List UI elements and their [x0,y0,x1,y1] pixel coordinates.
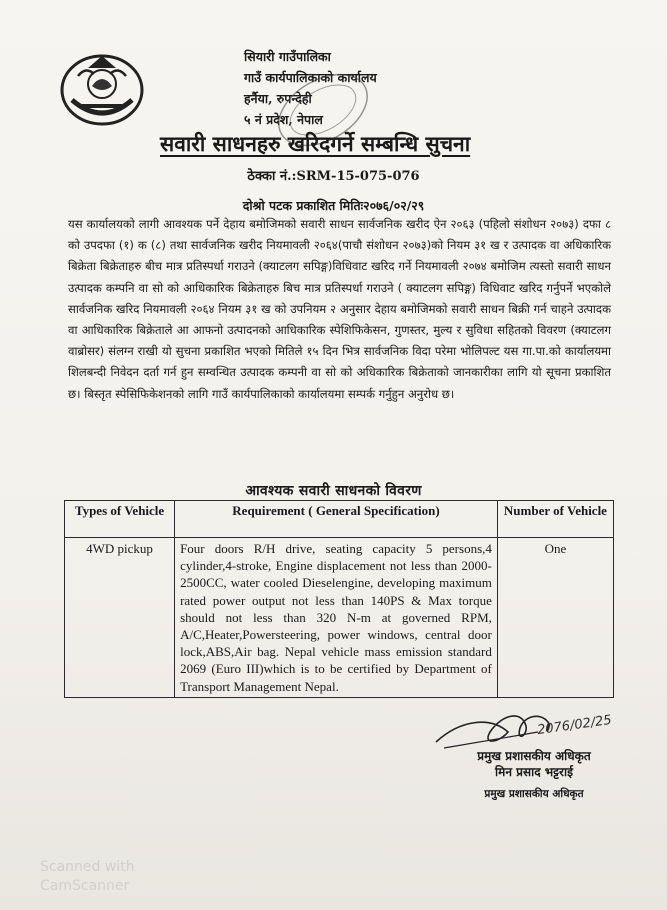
signature-date: 2076/02/25 [536,712,613,739]
table-header-row [65,501,614,538]
header-requirement: Requirement ( General Specification) [175,501,498,538]
header-line: ५ नं प्रदेश, नेपाल [244,112,323,127]
signatory-name: मिन प्रसाद भट्टराई [495,765,573,779]
section-heading: आवश्यक सवारी साधनको विवरण [245,483,422,499]
published-date: दोश्रो पटक प्रकाशित मितिः२०७६/०२/२९ [242,198,425,213]
signatory-block [444,748,624,802]
scanner-watermark [40,858,135,896]
contract-number: ठेक्का नं.:SRM-15-075-076 [247,169,420,184]
signatory-title-stamp: प्रमुख प्रशासकीय अधिकृत [477,749,591,763]
vehicle-type: 4WD pickup [65,538,175,698]
header-line: गाउँ कार्यपालिकाको कार्यालय [244,70,377,85]
vehicle-spec-table [64,500,614,698]
notice-title: सवारी साधनहरु खरिदगर्ने सम्बन्धि सुचना [160,131,471,156]
watermark-line: CamScanner [40,878,130,894]
vehicle-count: One [497,538,613,698]
header-number: Number of Vehicle [497,501,613,538]
notice-body: यस कार्यालयको लागी आवश्यक पर्ने देहाय बमोजिमको सवारी साधन सार्वजनिक खरीद ऐन २०६३ (पहिलो संशोधन २०७३) दफा ८ को उपदफा (१) क (८) तथा सार्वजनिक खरीद नियमावली २०६४(पाचौ संशोधन २०७३)को नियम ३१ ख र उत्पादक वा अधिकारिक बिक्रेता बिक्रेताहरु बीच मात्र प्रतिस्पर्धा गराउने (क्याटलग सपिङ्ग)विधिवाट खरिद गर्ने नियमावली २०७४ बमोजिम त्यस्तो सवारी साधन उत्पादक कम्पनि वा सो को आधिकारिक बिक्रेताहरु बिच मात्र प्रतिस्पर्धा गराउने ( क्याटलग सपिङ्ग) विधिवाट खरिद गर्नुपर्ने भएकोले सार्वजनिक खरिद नियमावली २०६४ नियम ३१ ख को उपनियम २ अनुसार देहाय बमोजिमको सवारी साधन बिक्री गर्न चाहने उत्पादक वा आधिकारिक बिक्रेताले आ आफनो उत्पादनको आधिकारिक स्पेशिफिकेसन, गुणस्तर, मुल्य र सुविधा सहितको विवरण (क्याटलग वाब्रोसर) संलग्न राखी यो सुचना प्रकाशित भएको मितिले १५ दिन भित्र सार्वजनिक विदा परेमा भोलिपल्ट यस गा.पा.को कार्यालयमा शिलबन्दी निवेदन दर्ता गर्न हुन सम्वन्धित उत्पादक कम्पनी वा सो को अधिकारिक बिक्रेताको जानकारीका लागि यो सूचना प्रकाशित छ। बिस्तृत स्पेसिफिकेशनको लागि गाउँ कार्यपालिकाको कार्यालयमा सम्पर्क गर्नुहुन अनुरोध छ। [68,217,611,401]
header-type: Types of Vehicle [65,501,175,538]
table-row [65,538,614,698]
vehicle-requirement: Four doors R/H drive, seating capacity 5 persons,4 cylinder,4-stroke, Engine displacement not less than 2000-2500CC, water cooled Dieselengine, developing maximum rated power output not less than 140PS & Max torque should not less than 320 N-m at governed RPM, A/C,Heater,Powersteering, power windows, central door lock,ABS,Air bag. Nepal vehicle mass emission standard 2069 (Euro III)which is to be certified by Department of Transport Management Nepal. [175,538,498,698]
header-line: सियारी गाउँपालिका [244,49,331,64]
watermark-line: Scanned with [40,859,135,875]
header-line: हर्नैया, रुपन्देही [244,91,312,106]
signatory-title: प्रमुख प्रशासकीय अधिकृत [484,788,584,800]
nepal-emblem-icon [58,48,146,128]
